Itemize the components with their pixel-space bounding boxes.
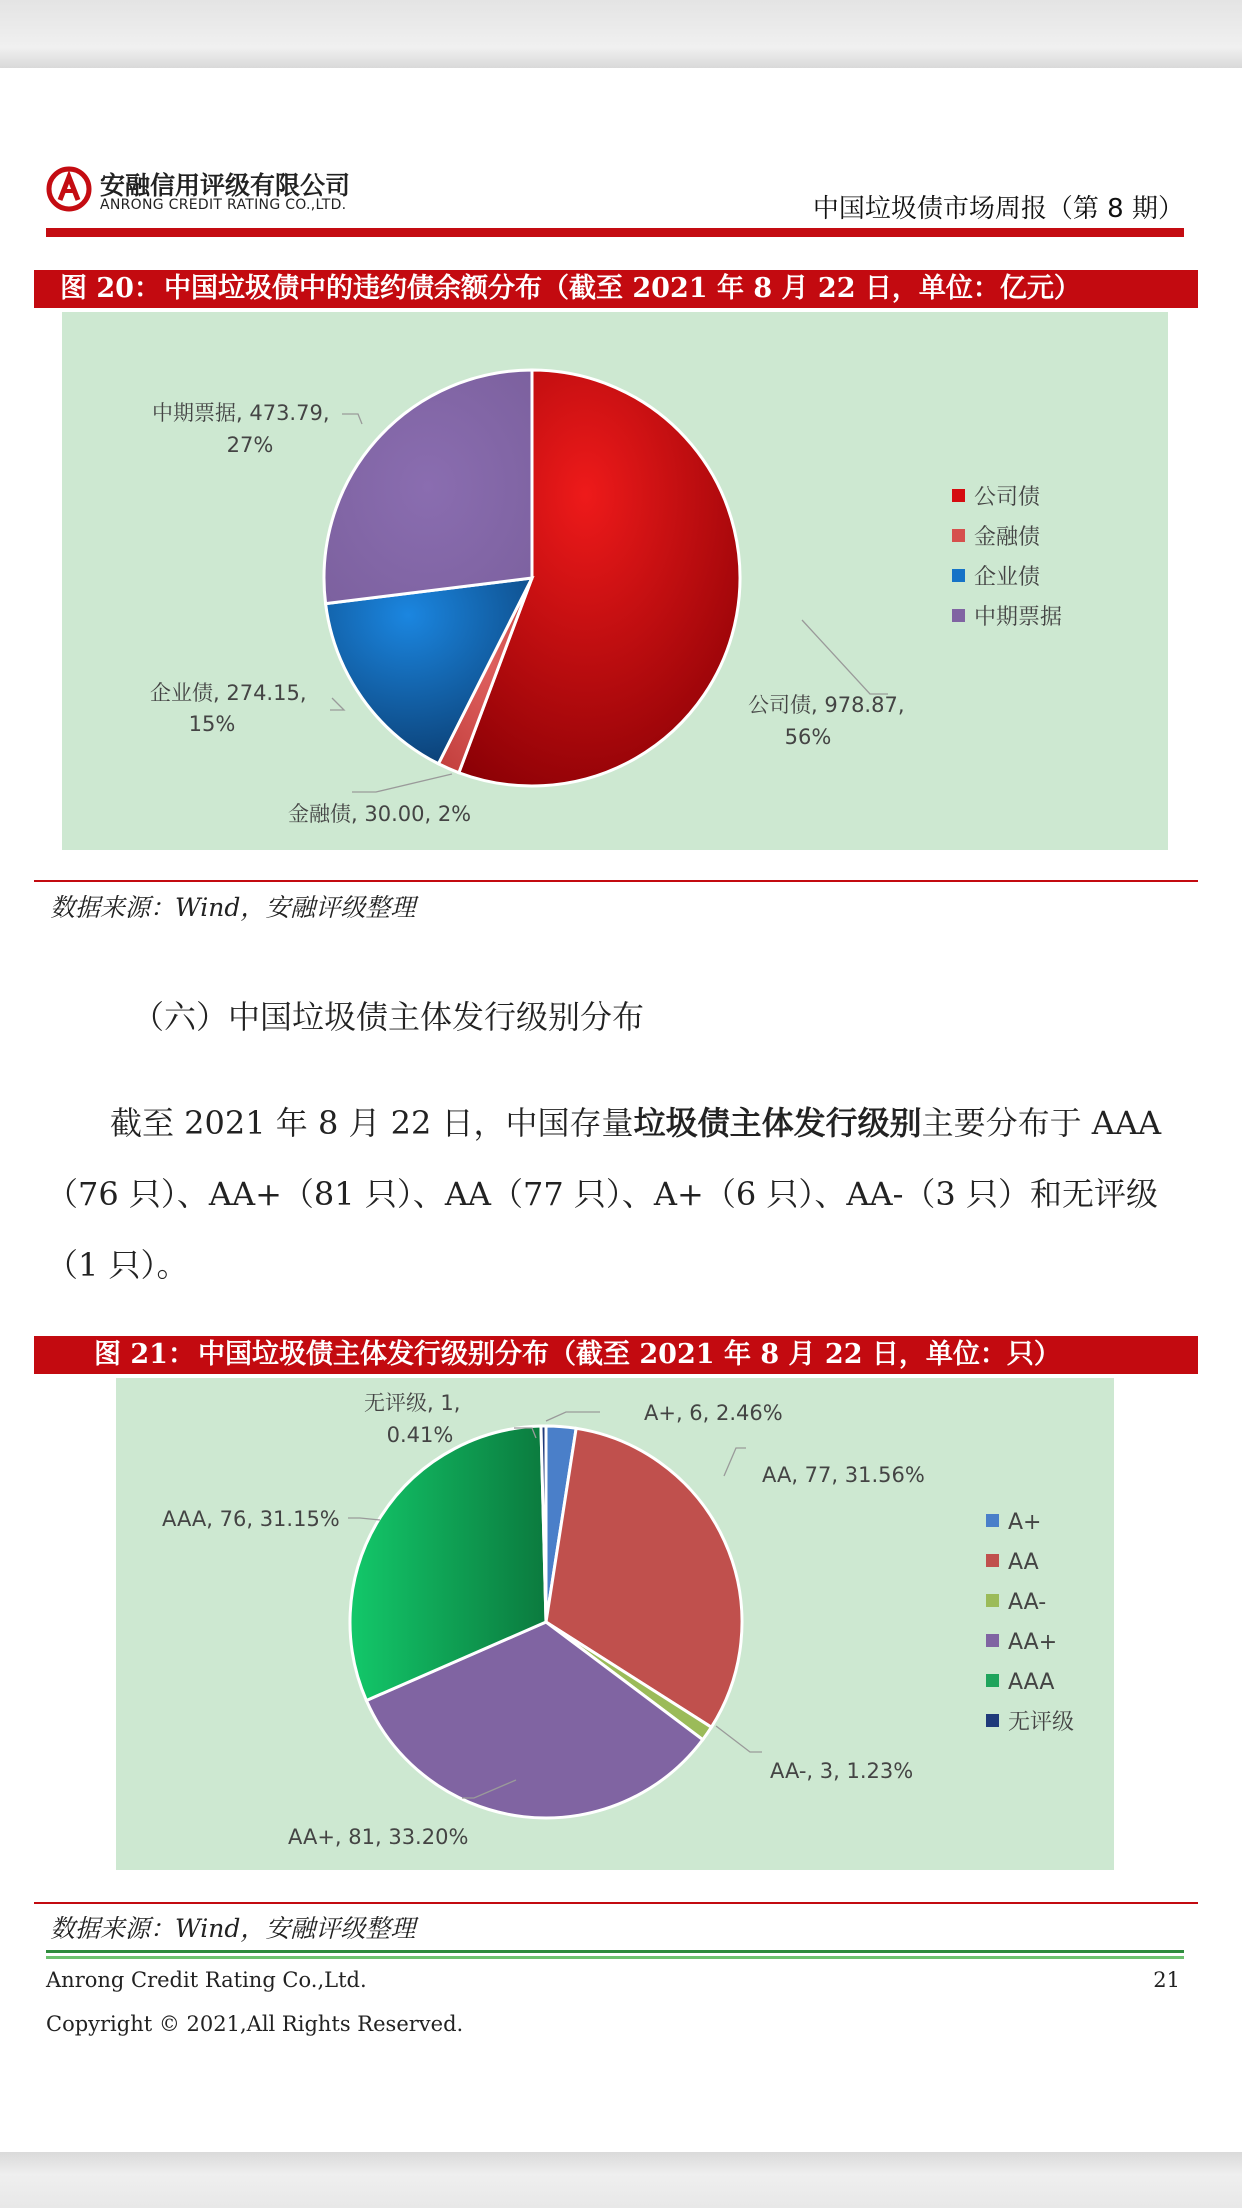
viewer-top-band	[0, 0, 1242, 68]
footer-rule-light	[46, 1956, 1184, 1959]
figure21-source: 数据来源：Wind，安融评级整理	[50, 1914, 416, 1943]
figure20-label-金融债: 金融债, 30.00, 2%	[288, 802, 472, 826]
figure21-legend-AA+: AA+	[1008, 1630, 1058, 1655]
legend-swatch	[986, 1554, 999, 1567]
figure20-leader-line	[802, 620, 888, 694]
figure21-leader-line	[348, 1518, 380, 1520]
figure20-caption	[34, 270, 1198, 308]
figure21-caption-number: 图 21：	[94, 1339, 195, 1370]
legend-swatch	[986, 1514, 999, 1527]
figure20-label-中期票据-l2: 27%	[226, 433, 274, 457]
legend-swatch	[952, 569, 965, 582]
report-title: 中国垃圾债市场周报（第 8 期）	[812, 194, 1184, 224]
page-number: 21	[1153, 1968, 1180, 1992]
figure21-legend-无评级: 无评级	[1008, 1710, 1075, 1735]
viewer-bottom-band	[0, 2152, 1242, 2208]
legend-swatch	[986, 1634, 999, 1647]
footer-rule-dark	[46, 1950, 1184, 1953]
figure20-leader-line	[352, 774, 452, 792]
anrong-logo-icon	[46, 166, 92, 212]
figure20-slice-中期票据	[324, 370, 532, 604]
figure21-label-A+: A+, 6, 2.46%	[644, 1401, 783, 1425]
figure21-label-AA: AA, 77, 31.56%	[762, 1463, 925, 1487]
figure21-leader-line	[724, 1448, 746, 1476]
figure21-label-AA-: AA-, 3, 1.23%	[770, 1759, 914, 1783]
figure21-label-AAA: AAA, 76, 31.15%	[162, 1507, 340, 1531]
figure20-legend	[952, 485, 1062, 630]
figure20-label-企业债-l2: 15%	[188, 712, 236, 736]
figure21-legend-AA: AA	[1008, 1550, 1039, 1575]
figure20-legend-企业债: 企业债	[974, 565, 1041, 590]
figure20-label-公司债-l2: 56%	[784, 725, 832, 749]
figure21-legend-A+: A+	[1008, 1510, 1042, 1535]
legend-swatch	[986, 1714, 999, 1727]
section-paragraph	[46, 1088, 1186, 1301]
figure20-label-企业债-l1: 企业债, 274.15,	[150, 681, 307, 705]
figure20-legend-金融债: 金融债	[974, 525, 1041, 550]
section-heading: （六）中国垃圾债主体发行级别分布	[132, 998, 645, 1036]
legend-swatch	[986, 1594, 999, 1607]
footer-company: Anrong Credit Rating Co.,Ltd.	[46, 1968, 367, 1992]
figure21-leader-line	[546, 1412, 600, 1421]
para-text-1: 截至 2021 年 8 月 22 日，中国存量	[110, 1104, 634, 1142]
footer-copyright: Copyright © 2021,All Rights Reserved.	[46, 2012, 464, 2036]
figure20-legend-公司债: 公司债	[974, 485, 1041, 510]
figure21-source-rule	[34, 1902, 1198, 1904]
figure21-pie-chart	[116, 1378, 1114, 1870]
figure21-legend	[986, 1510, 1074, 1735]
figure20-label-中期票据-l1: 中期票据, 473.79,	[152, 401, 330, 425]
figure20-caption-text: 中国垃圾债中的违约债余额分布（截至 2021 年 8 月 22 日，单位：亿元）	[164, 273, 1081, 304]
figure21-label-无评级-l1: 无评级, 1,	[364, 1391, 461, 1415]
figure21-chart	[116, 1378, 1114, 1870]
figure20-source-rule	[34, 880, 1198, 882]
legend-swatch	[952, 529, 965, 542]
figure20-label-公司债-l1: 公司债, 978.87,	[748, 693, 905, 717]
figure20-leader-line	[342, 414, 362, 424]
legend-swatch	[952, 489, 965, 502]
figure20-leader-line	[330, 698, 344, 710]
company-name-cn: 安融信用评级有限公司	[100, 171, 351, 200]
figure20-pie-chart	[62, 312, 1168, 850]
header-rule	[46, 228, 1184, 237]
figure20-legend-中期票据: 中期票据	[974, 605, 1063, 630]
figure21-leader-line	[716, 1726, 762, 1752]
figure21-caption-text: 中国垃圾债主体发行级别分布（截至 2021 年 8 月 22 日，单位：只）	[198, 1339, 1061, 1370]
figure21-caption	[34, 1336, 1198, 1374]
figure20-chart	[62, 312, 1168, 850]
legend-swatch	[986, 1674, 999, 1687]
figure21-legend-AAA: AAA	[1008, 1670, 1055, 1695]
legend-swatch	[952, 609, 965, 622]
figure20-caption-number: 图 20：	[60, 273, 161, 304]
para-text-2: 主要分布于 AAA（76 只）、AA+（81 只）、AA（77 只）、A+（6 只）、AA-（3 只）和无评级（1 只）。	[46, 1104, 1162, 1284]
figure20-source: 数据来源：Wind，安融评级整理	[50, 893, 416, 922]
figure21-label-AA+: AA+, 81, 33.20%	[288, 1825, 469, 1849]
figure21-legend-AA-: AA-	[1008, 1590, 1047, 1615]
company-name-en: ANRONG CREDIT RATING CO.,LTD.	[100, 197, 347, 213]
para-bold-text: 垃圾债主体发行级别	[633, 1104, 922, 1142]
figure21-label-无评级-l2: 0.41%	[386, 1423, 454, 1447]
